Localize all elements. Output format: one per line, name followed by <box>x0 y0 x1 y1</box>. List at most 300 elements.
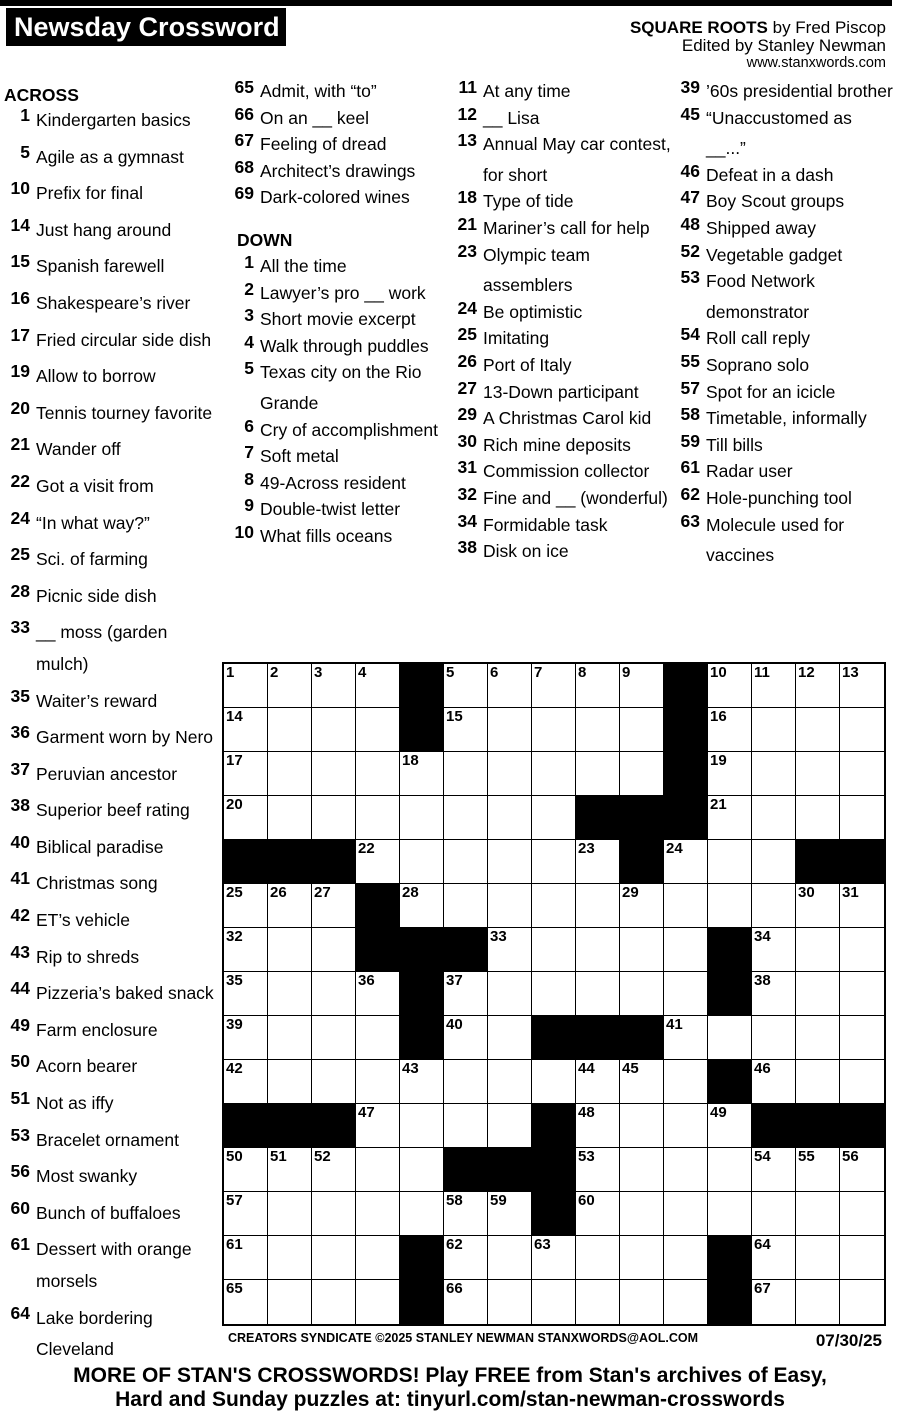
grid-cell[interactable] <box>752 928 796 972</box>
grid-cell[interactable] <box>268 884 312 928</box>
grid-block <box>444 1148 488 1192</box>
grid-cell[interactable] <box>312 1016 356 1060</box>
promo-line: MORE OF STAN'S CROSSWORDS! Play FREE from Stan's archives of Easy, <box>73 1364 827 1387</box>
grid-cell[interactable] <box>488 1104 532 1148</box>
grid-cell[interactable] <box>752 884 796 928</box>
grid-block <box>708 1280 752 1324</box>
grid-cell[interactable] <box>752 1236 796 1280</box>
grid-cell[interactable] <box>444 1104 488 1148</box>
grid-cell[interactable] <box>576 1280 620 1324</box>
grid-cell[interactable] <box>576 664 620 708</box>
grid-cell[interactable] <box>752 1280 796 1324</box>
clue-text: Waiter’s reward <box>36 690 158 711</box>
grid-cell[interactable] <box>576 884 620 928</box>
grid-cell[interactable] <box>752 972 796 1016</box>
grid-cell[interactable] <box>312 752 356 796</box>
grid-cell[interactable] <box>620 752 664 796</box>
cell-number: 38 <box>754 972 771 989</box>
clue-number: 24 <box>10 507 30 528</box>
grid-block <box>268 840 312 884</box>
grid-cell[interactable] <box>268 1148 312 1192</box>
grid-cell[interactable] <box>444 708 488 752</box>
grid-cell[interactable] <box>664 1280 708 1324</box>
grid-cell[interactable] <box>268 796 312 840</box>
grid-cell[interactable] <box>224 928 268 972</box>
grid-cell[interactable] <box>576 1148 620 1192</box>
clue-item <box>4 1125 218 1157</box>
grid-cell[interactable] <box>840 1148 884 1192</box>
grid-cell[interactable] <box>356 1104 400 1148</box>
clue-text: Tennis tourney favorite <box>36 402 213 423</box>
grid-cell[interactable] <box>796 1192 840 1236</box>
clue-text: All the time <box>260 255 347 276</box>
clue-text: Till bills <box>706 434 763 455</box>
grid-cell[interactable] <box>664 884 708 928</box>
grid-cell[interactable] <box>796 1016 840 1060</box>
cell-number: 65 <box>226 1280 243 1297</box>
grid-cell[interactable] <box>576 1192 620 1236</box>
grid-cell[interactable] <box>312 708 356 752</box>
grid-cell[interactable] <box>356 1280 400 1324</box>
clue-item <box>4 1051 218 1083</box>
grid-cell[interactable] <box>488 840 532 884</box>
grid-cell[interactable] <box>796 972 840 1016</box>
grid-cell[interactable] <box>708 1192 752 1236</box>
grid-cell[interactable] <box>840 884 884 928</box>
grid-cell[interactable] <box>708 664 752 708</box>
grid-cell[interactable] <box>224 664 268 708</box>
grid-cell[interactable] <box>576 928 620 972</box>
grid-cell[interactable] <box>444 1236 488 1280</box>
grid-cell[interactable] <box>620 1280 664 1324</box>
grid-cell[interactable] <box>796 884 840 928</box>
grid-cell[interactable] <box>532 840 576 884</box>
clue-number: 5 <box>20 141 30 162</box>
grid-cell[interactable] <box>752 796 796 840</box>
clue-number: 59 <box>680 430 700 451</box>
grid-cell[interactable] <box>620 1148 664 1192</box>
clue-number: 42 <box>10 905 30 926</box>
grid-cell[interactable] <box>444 884 488 928</box>
clue-text: Allow to borrow <box>36 366 156 387</box>
clue-item <box>4 105 218 137</box>
grid-cell[interactable] <box>356 664 400 708</box>
grid-cell[interactable] <box>532 796 576 840</box>
grid-cell[interactable] <box>312 1060 356 1104</box>
clue-number: 16 <box>10 287 30 308</box>
puzzle-title: SQUARE ROOTS <box>629 18 768 37</box>
cell-number: 32 <box>226 928 243 945</box>
grid-cell[interactable] <box>532 972 576 1016</box>
clue-text: Double-twist letter <box>260 499 401 520</box>
grid-block <box>840 1104 884 1148</box>
grid-cell[interactable] <box>664 1148 708 1192</box>
grid-cell[interactable] <box>268 1236 312 1280</box>
grid-cell[interactable] <box>752 840 796 884</box>
grid-cell[interactable] <box>664 1236 708 1280</box>
grid-cell[interactable] <box>444 664 488 708</box>
grid-cell[interactable] <box>752 1016 796 1060</box>
down-heading: DOWN <box>237 229 293 250</box>
clue-item <box>4 978 218 1010</box>
clue-number: 38 <box>10 795 30 816</box>
cell-number: 6 <box>490 664 499 681</box>
grid-block <box>532 1148 576 1192</box>
grid-block <box>532 1104 576 1148</box>
cell-number: 5 <box>446 664 455 681</box>
clue-item <box>4 868 218 900</box>
grid-cell[interactable] <box>576 1236 620 1280</box>
grid-cell[interactable] <box>576 1060 620 1104</box>
cell-number: 33 <box>490 928 507 945</box>
grid-cell[interactable] <box>488 928 532 972</box>
grid-cell[interactable] <box>664 972 708 1016</box>
clue-text: Lake bordering Cleveland <box>36 1307 153 1360</box>
grid-cell[interactable] <box>840 752 884 796</box>
clue-item <box>4 288 218 320</box>
grid-cell[interactable] <box>576 752 620 796</box>
clue-text: Garment worn by Nero <box>36 727 214 748</box>
cell-number: 50 <box>226 1148 243 1165</box>
grid-cell[interactable] <box>356 796 400 840</box>
grid-cell[interactable] <box>400 1148 444 1192</box>
clue-number: 44 <box>10 978 30 999</box>
grid-cell[interactable] <box>796 1148 840 1192</box>
grid-cell[interactable] <box>224 796 268 840</box>
grid-cell[interactable] <box>356 972 400 1016</box>
grid-cell[interactable] <box>400 1060 444 1104</box>
grid-cell[interactable] <box>400 1104 444 1148</box>
clue-text: Boy Scout groups <box>706 191 845 212</box>
grid-cell[interactable] <box>224 752 268 796</box>
clue-list <box>228 76 450 213</box>
grid-block <box>796 1104 840 1148</box>
grid-cell[interactable] <box>488 972 532 1016</box>
grid-cell[interactable] <box>224 708 268 752</box>
cell-number: 37 <box>446 972 463 989</box>
clue-number: 54 <box>680 324 700 345</box>
clue-text: Soprano solo <box>706 354 810 375</box>
grid-cell[interactable] <box>532 1236 576 1280</box>
clue-number: 60 <box>10 1197 30 1218</box>
clue-text: Shakespeare’s river <box>36 292 191 313</box>
clue-number: 64 <box>10 1302 30 1323</box>
grid-cell[interactable] <box>444 840 488 884</box>
clue-number: 69 <box>234 183 254 204</box>
grid-cell[interactable] <box>576 972 620 1016</box>
cell-number: 13 <box>842 664 859 681</box>
grid-cell[interactable] <box>708 1016 752 1060</box>
grid-cell[interactable] <box>312 1192 356 1236</box>
clue-text: Agile as a gymnast <box>36 146 184 167</box>
grid-cell[interactable] <box>488 752 532 796</box>
clue-list <box>451 76 671 567</box>
grid-cell[interactable] <box>488 1016 532 1060</box>
grid-cell[interactable] <box>796 1060 840 1104</box>
grid-cell[interactable] <box>268 928 312 972</box>
clue-number: 30 <box>457 430 477 451</box>
clue-text: Be optimistic <box>483 301 583 322</box>
grid-cell[interactable] <box>268 752 312 796</box>
cell-number: 15 <box>446 708 463 725</box>
grid-cell[interactable] <box>400 840 444 884</box>
grid-cell[interactable] <box>708 840 752 884</box>
grid-cell[interactable] <box>796 1280 840 1324</box>
grid-cell[interactable] <box>840 796 884 840</box>
grid-cell[interactable] <box>620 708 664 752</box>
clue-item <box>4 215 218 247</box>
grid-cell[interactable] <box>356 840 400 884</box>
clue-text: Superior beef rating <box>36 800 190 821</box>
clue-number: 37 <box>10 758 30 779</box>
clue-number: 65 <box>234 77 254 97</box>
grid-cell[interactable] <box>312 664 356 708</box>
grid-cell[interactable] <box>620 1060 664 1104</box>
grid-cell[interactable] <box>620 1236 664 1280</box>
grid-cell[interactable] <box>532 1060 576 1104</box>
grid-cell[interactable] <box>224 1236 268 1280</box>
clue-text: Peruvian ancestor <box>36 763 178 784</box>
grid-cell[interactable] <box>840 1236 884 1280</box>
clue-item <box>4 581 218 613</box>
cell-number: 35 <box>226 972 243 989</box>
grid-cell[interactable] <box>708 1148 752 1192</box>
grid-cell[interactable] <box>664 928 708 972</box>
grid-cell[interactable] <box>488 884 532 928</box>
grid-cell[interactable] <box>356 708 400 752</box>
grid-cell[interactable] <box>488 1192 532 1236</box>
grid-cell[interactable] <box>356 1060 400 1104</box>
grid-cell[interactable] <box>532 884 576 928</box>
clue-number: 14 <box>10 214 30 235</box>
grid-cell[interactable] <box>312 796 356 840</box>
grid-cell[interactable] <box>444 796 488 840</box>
grid-cell[interactable] <box>796 752 840 796</box>
grid-cell[interactable] <box>532 928 576 972</box>
cell-number: 31 <box>842 884 859 901</box>
grid-cell[interactable] <box>444 1016 488 1060</box>
clue-number: 19 <box>10 361 30 382</box>
grid-cell[interactable] <box>752 1192 796 1236</box>
grid-cell[interactable] <box>620 1192 664 1236</box>
grid-cell[interactable] <box>840 1016 884 1060</box>
grid-cell[interactable] <box>268 1060 312 1104</box>
grid-cell[interactable] <box>708 708 752 752</box>
grid-cell[interactable] <box>400 752 444 796</box>
clue-number: 67 <box>234 130 254 151</box>
grid-cell[interactable] <box>708 1104 752 1148</box>
cell-number: 53 <box>578 1148 595 1165</box>
clue-text: Short movie excerpt <box>260 309 416 330</box>
clue-number: 7 <box>244 442 254 463</box>
grid-block <box>708 1236 752 1280</box>
grid-cell[interactable] <box>664 1192 708 1236</box>
clue-item <box>228 182 450 213</box>
grid-cell[interactable] <box>708 752 752 796</box>
grid-cell[interactable] <box>488 708 532 752</box>
cell-number: 10 <box>710 664 727 681</box>
cell-number: 63 <box>534 1236 551 1253</box>
cell-number: 16 <box>710 708 727 725</box>
grid-cell[interactable] <box>620 1104 664 1148</box>
grid-cell[interactable] <box>224 1192 268 1236</box>
grid-cell[interactable] <box>312 1148 356 1192</box>
grid-cell[interactable] <box>400 796 444 840</box>
grid-cell[interactable] <box>312 1280 356 1324</box>
grid-cell[interactable] <box>796 664 840 708</box>
cell-number: 34 <box>754 928 771 945</box>
grid-block <box>532 1016 576 1060</box>
clue-number: 8 <box>244 468 254 489</box>
grid-cell[interactable] <box>796 796 840 840</box>
cell-number: 45 <box>622 1060 639 1077</box>
grid-cell[interactable] <box>840 1280 884 1324</box>
grid-cell[interactable] <box>708 884 752 928</box>
clue-item <box>4 471 218 503</box>
grid-cell[interactable] <box>224 1016 268 1060</box>
grid-cell[interactable] <box>620 664 664 708</box>
grid-block <box>400 972 444 1016</box>
clue-number: 27 <box>457 377 477 398</box>
clue-list <box>674 76 894 571</box>
cell-number: 57 <box>226 1192 243 1209</box>
grid-cell[interactable] <box>708 796 752 840</box>
clue-text: Farm enclosure <box>36 1019 158 1040</box>
grid-cell[interactable] <box>532 1280 576 1324</box>
grid-cell[interactable] <box>444 752 488 796</box>
clue-text: “In what way?” <box>36 512 150 533</box>
grid-cell[interactable] <box>268 1016 312 1060</box>
grid-block <box>620 796 664 840</box>
grid-cell[interactable] <box>664 1016 708 1060</box>
grid-cell[interactable] <box>224 1148 268 1192</box>
grid-cell[interactable] <box>752 664 796 708</box>
grid-cell[interactable] <box>224 972 268 1016</box>
grid-cell[interactable] <box>840 928 884 972</box>
grid-cell[interactable] <box>488 1236 532 1280</box>
grid-cell[interactable] <box>312 972 356 1016</box>
grid-cell[interactable] <box>488 796 532 840</box>
clue-item <box>4 686 218 718</box>
grid-cell[interactable] <box>620 928 664 972</box>
grid-cell[interactable] <box>752 708 796 752</box>
grid-cell[interactable] <box>224 1060 268 1104</box>
grid-cell[interactable] <box>224 1280 268 1324</box>
grid-cell[interactable] <box>840 708 884 752</box>
grid-cell[interactable] <box>796 928 840 972</box>
grid-cell[interactable] <box>840 972 884 1016</box>
grid-cell[interactable] <box>840 1060 884 1104</box>
grid-cell[interactable] <box>620 972 664 1016</box>
clue-item <box>674 266 894 327</box>
grid-cell[interactable] <box>356 1192 400 1236</box>
grid-cell[interactable] <box>576 1104 620 1148</box>
clue-number: 5 <box>244 358 254 379</box>
grid-cell[interactable] <box>444 972 488 1016</box>
clue-number: 43 <box>10 941 30 962</box>
clue-number: 48 <box>680 213 700 234</box>
clue-number: 61 <box>680 457 700 478</box>
grid-cell[interactable] <box>532 752 576 796</box>
clue-text: Soft metal <box>260 446 339 467</box>
grid-cell[interactable] <box>224 884 268 928</box>
grid-cell[interactable] <box>488 664 532 708</box>
clue-number: 38 <box>457 537 477 558</box>
grid-cell[interactable] <box>268 972 312 1016</box>
grid-cell[interactable] <box>356 752 400 796</box>
clue-text: Fine and __ (wonderful) <box>483 487 668 508</box>
cell-number: 39 <box>226 1016 243 1033</box>
grid-cell[interactable] <box>752 752 796 796</box>
grid-cell[interactable] <box>840 1192 884 1236</box>
clue-number: 13 <box>457 130 477 151</box>
clue-text: Kindergarten basics <box>36 110 191 130</box>
grid-cell[interactable] <box>356 1016 400 1060</box>
cell-number: 60 <box>578 1192 595 1209</box>
grid-cell[interactable] <box>752 1060 796 1104</box>
clue-text: Defeat in a dash <box>706 164 834 185</box>
clue-item <box>4 325 218 357</box>
grid-cell[interactable] <box>312 884 356 928</box>
clue-text: Imitating <box>483 328 550 349</box>
grid-cell[interactable] <box>268 664 312 708</box>
clue-text: Got a visit from <box>36 475 154 496</box>
grid-cell[interactable] <box>532 708 576 752</box>
clue-number: 22 <box>10 470 30 491</box>
grid-cell[interactable] <box>356 1148 400 1192</box>
grid-cell[interactable] <box>268 1192 312 1236</box>
grid-block <box>620 840 664 884</box>
grid-cell[interactable] <box>488 1280 532 1324</box>
clue-number: 61 <box>10 1234 30 1255</box>
grid-cell[interactable] <box>400 1192 444 1236</box>
grid-cell[interactable] <box>664 840 708 884</box>
grid-block <box>708 928 752 972</box>
clue-text: Rip to shreds <box>36 946 140 967</box>
crossword-grid <box>222 662 886 1326</box>
grid-cell[interactable] <box>620 884 664 928</box>
grid-cell[interactable] <box>576 708 620 752</box>
grid-cell[interactable] <box>400 884 444 928</box>
grid-cell[interactable] <box>796 708 840 752</box>
grid-cell[interactable] <box>752 1148 796 1192</box>
cell-number: 12 <box>798 664 815 681</box>
grid-block <box>444 928 488 972</box>
clue-number: 21 <box>10 434 30 455</box>
clue-number: 29 <box>457 404 477 425</box>
clue-text: Bracelet ornament <box>36 1129 179 1150</box>
clue-text: Spot for an icicle <box>706 381 836 402</box>
grid-cell[interactable] <box>576 840 620 884</box>
grid-cell[interactable] <box>444 1192 488 1236</box>
grid-cell[interactable] <box>268 1280 312 1324</box>
grid-cell[interactable] <box>356 1236 400 1280</box>
grid-cell[interactable] <box>268 708 312 752</box>
grid-cell[interactable] <box>312 1236 356 1280</box>
grid-cell[interactable] <box>444 1280 488 1324</box>
grid-cell[interactable] <box>664 1060 708 1104</box>
clue-number: 39 <box>680 77 700 97</box>
grid-cell[interactable] <box>532 664 576 708</box>
grid-cell[interactable] <box>312 928 356 972</box>
grid-cell[interactable] <box>444 1060 488 1104</box>
grid-cell[interactable] <box>840 664 884 708</box>
clue-number: 46 <box>680 160 700 181</box>
grid-cell[interactable] <box>488 1060 532 1104</box>
grid-cell[interactable] <box>664 1104 708 1148</box>
clue-text: Cry of accomplishment <box>260 419 438 440</box>
grid-cell[interactable] <box>796 1236 840 1280</box>
